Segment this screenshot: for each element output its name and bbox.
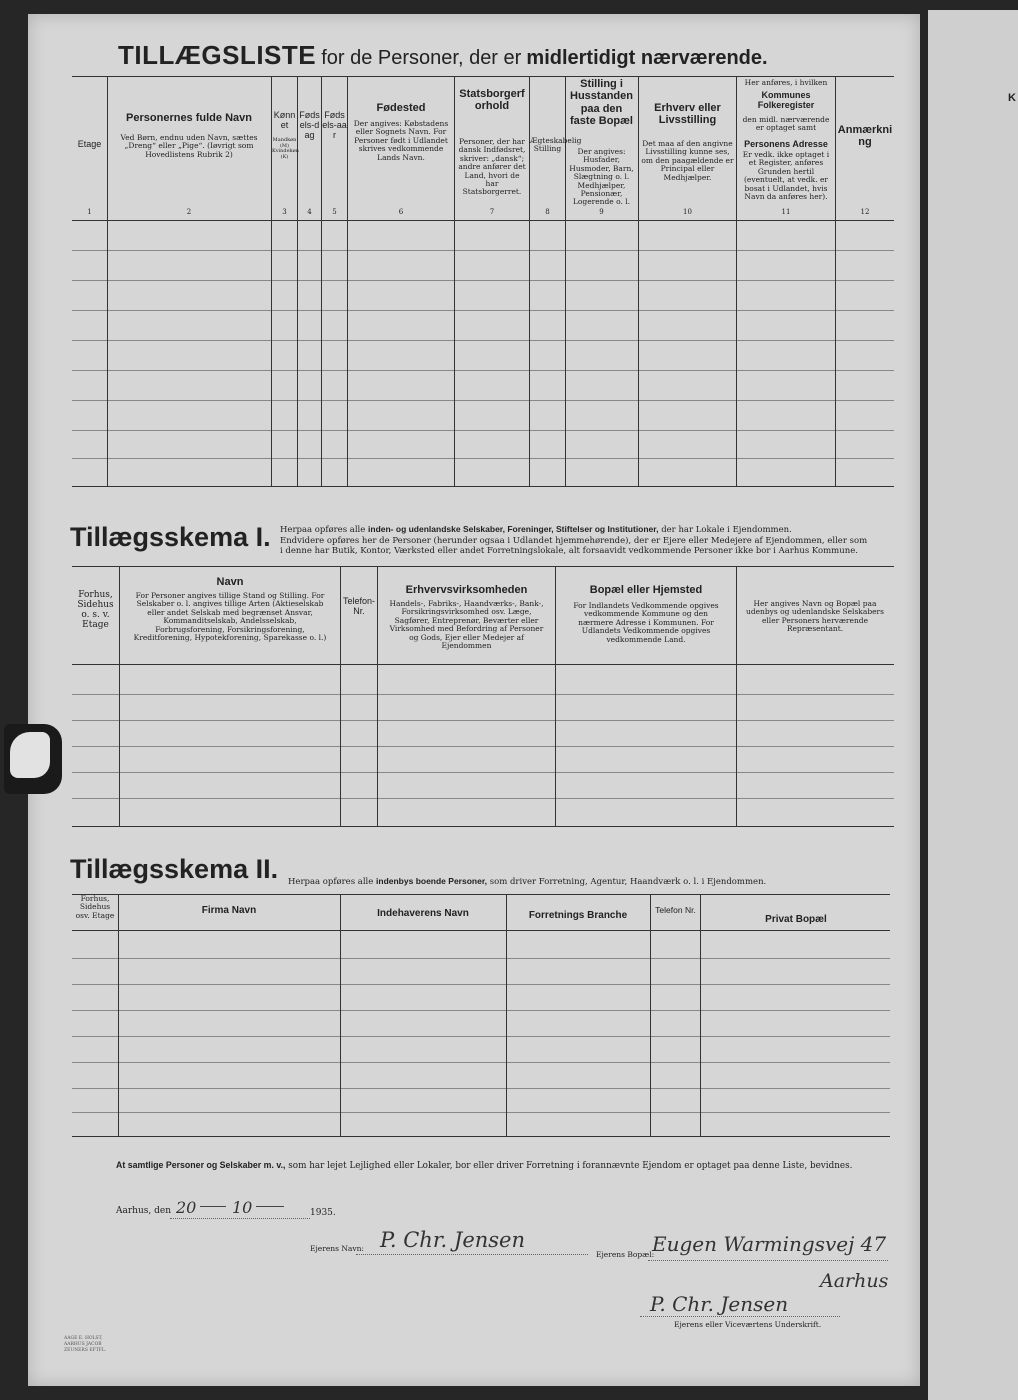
- row-line: [72, 430, 894, 431]
- footer-year: 1935.: [310, 1208, 336, 1218]
- skema1-col-residence-note: For Indlandets Vedkommende opgives vedkommende Kommune og den nærmere Adresse i Kommunen. For Udlandets Vedkommende opgives vedkommende Land.: [573, 601, 719, 644]
- col-number: 5: [332, 208, 337, 216]
- skema1-col-residence-heading: Bopæl eller Hjemsted: [589, 584, 703, 596]
- col-birthplace-note: Der angives: Købstadens eller Sognets Navn. For Personer født i Udlandet skrives vedkommende Lands Navn.: [353, 119, 449, 162]
- row-line: [72, 400, 894, 401]
- col-number: 2: [186, 208, 192, 216]
- table-line: [72, 894, 890, 895]
- owner-address-label: Ejerens Bopæl:: [596, 1250, 655, 1259]
- col-address-register-heading: Kommunes Folkeregister: [757, 90, 815, 111]
- table-line: [72, 826, 894, 827]
- column-line: [736, 566, 737, 826]
- row-line: [72, 720, 894, 721]
- owner-address-line: [648, 1260, 888, 1261]
- table-line: [72, 220, 894, 221]
- row-line: [72, 1010, 890, 1011]
- col-number: 4: [307, 208, 312, 216]
- col-number: 7: [489, 208, 495, 216]
- owner-address-handwritten-line1: Eugen Warmingsvej 47: [652, 1232, 887, 1256]
- tillaegsliste-title: TILLÆGSLISTE for de Personer, der er midlertidigt nærværende.: [118, 40, 768, 70]
- col-address-note: Er vedk. ikke optaget i et Register, anføres Grunden hertil (eventuelt, at vedk. er bosat i Udlandet, hvis Navn da anføres her).: [742, 150, 830, 201]
- table-line: [72, 566, 894, 567]
- skema2-col-phone-heading: Telefon Nr.: [655, 905, 696, 915]
- col-household-note: Der angives: Husfader, Husmoder, Barn, Slægtning o. l. Medhjælper, Pensionær, Logerende o. l.: [569, 147, 634, 207]
- skema2-col-etage-heading: Forhus, Sidehus osv. Etage: [75, 894, 115, 920]
- row-line: [72, 1088, 890, 1089]
- skema1-col-phone-heading: Telefon-Nr.: [342, 596, 376, 617]
- skema2-col-private-address-heading: Privat Bopæl: [765, 914, 827, 925]
- table-line: [72, 1136, 890, 1137]
- row-line: [72, 984, 890, 985]
- col-name-heading: Personernes fulde Navn: [126, 112, 252, 124]
- owner-address-handwritten-line2: Aarhus: [820, 1270, 889, 1292]
- skema1-description-line3: i denne har Butik, Kontor, Værksted eller andet Forretningslokale, alt forsaavidt vedkommende Personer ikke bor i Aarhus Kommune.: [280, 546, 858, 557]
- date-month-handwritten: 10: [232, 1198, 253, 1217]
- row-line: [72, 1036, 890, 1037]
- skema1-col-name-heading: Navn: [216, 576, 244, 588]
- column-line: [119, 566, 120, 826]
- printer-mark: AAGE E. HOLST, AARHUS JACOB ZEUNERS EFTFL.: [64, 1336, 107, 1353]
- col-household-heading: Stilling i Husstanden paa den faste Bopæl: [570, 78, 633, 127]
- col-number: 10: [683, 208, 692, 216]
- col-number: 3: [282, 208, 287, 216]
- row-line: [72, 798, 894, 799]
- skema2-col-branch-heading: Forretnings Branche: [528, 910, 628, 921]
- skema1-description-line2: Endvidere opføres her de Personer (herunder ogsaa i Udlandet hjemmehørende), der er Ejere eller Medejere af Ejendommen, eller som: [280, 535, 868, 546]
- column-line: [107, 76, 108, 486]
- column-line: [454, 76, 455, 486]
- skema2-description: Herpaa opføres alle indenbys boende Personer, som driver Forretning, Agentur, Haandværk o. l. i Ejendommen.: [288, 876, 767, 887]
- skema1-col-business-heading: Erhvervsvirksomheden: [405, 584, 528, 596]
- col-number: 6: [398, 208, 404, 216]
- col-citizenship-heading: Statsborgerforhold: [459, 88, 525, 113]
- owner-name-handwritten: P. Chr. Jensen: [380, 1228, 526, 1252]
- col-sex-heading: Kønnet: [273, 110, 296, 131]
- date-separator: [200, 1206, 226, 1207]
- col-etage-heading: Etage: [77, 139, 102, 149]
- adjacent-page-edge-letter: K: [1008, 92, 1016, 104]
- column-line: [347, 76, 348, 486]
- skema2-col-firm-heading: Firma Navn: [201, 905, 257, 916]
- column-line: [700, 894, 701, 1136]
- adjacent-page: [928, 10, 1018, 1400]
- row-line: [72, 958, 890, 959]
- signature-handwritten: P. Chr. Jensen: [650, 1292, 789, 1316]
- col-citizenship-note: Personer, der har dansk Indfødsret, skriver: „dansk“; andre anfører det Land, hvori de har Statsborgerret.: [458, 137, 526, 197]
- col-number: 8: [545, 208, 550, 216]
- col-address-note-top: Her anføres, i hvilken: [744, 78, 828, 87]
- table-line: [72, 486, 894, 487]
- skema1-col-name-note: For Personer angives tillige Stand og Stilling. For Selskaber o. l. angives tillige Arten (Aktieselskab eller andet Selskab med begrænset Ansvar, Kommanditselskab, Andelsselskab, Forbrugsforening, Forsikringsforening, Kreditforening, Hypotekforening, Sparekasse o. l.): [133, 591, 327, 642]
- row-line: [72, 458, 894, 459]
- row-line: [72, 1112, 890, 1113]
- skema1-col-business-note: Handels-, Fabriks-, Haandværks-, Bank-, Forsikringsvirksomhed osv. Læge, Sagfører, Entreprenør, Beværter eller Virksomhed med Befordring af Personer og Gods, Ejer eller Medejer af Ejendommen: [389, 599, 544, 650]
- skema2-col-owner-heading: Indehaverens Navn: [377, 908, 469, 919]
- skema1-col-representative-note: Her angives Navn og Bopæl paa udenbys og udenlandske Selskabers eller Personers herværende Repræsentant.: [745, 599, 884, 634]
- binder-clip-tab: [10, 732, 50, 778]
- footer-statement: At samtlige Personer og Selskaber m. v., som har lejet Lejlighed eller Lokaler, bor eller driver Forretning i forannævnte Ejendom er optaget paa denne Liste, bevidnes.: [116, 1160, 853, 1171]
- table-line: [72, 930, 890, 931]
- col-number: 11: [781, 208, 791, 216]
- col-number: 9: [599, 208, 604, 216]
- skema1-title: Tillægsskema I.: [70, 522, 271, 552]
- col-name-note: Ved Børn, endnu uden Navn, sættes „Dreng“ eller „Pige“. (Iøvrigt som Hovedlistens Rubrik 2): [120, 133, 258, 159]
- col-birthyear-heading: Fødsels-aar: [322, 110, 347, 141]
- row-line: [72, 694, 894, 695]
- date-separator: [256, 1206, 284, 1207]
- row-line: [72, 340, 894, 341]
- row-line: [72, 310, 894, 311]
- col-occupation-heading: Erhverv eller Livsstilling: [654, 102, 721, 127]
- column-line: [638, 76, 639, 486]
- row-line: [72, 746, 894, 747]
- column-line: [377, 566, 378, 826]
- col-sex-note: Mandkøn (M) Kvindekøn (K): [272, 137, 299, 160]
- col-address-heading: Personens Adresse: [744, 139, 828, 149]
- owner-name-line: [356, 1254, 588, 1255]
- column-line: [555, 566, 556, 826]
- date-dotted-line: [170, 1218, 310, 1219]
- row-line: [72, 250, 894, 251]
- col-remarks-heading: Anmærkning: [837, 124, 893, 149]
- col-number: 1: [87, 208, 92, 216]
- owner-name-label: Ejerens Navn:: [310, 1244, 364, 1253]
- skema1-col-etage-heading: Forhus, Sidehus o. s. v. Etage: [77, 590, 114, 631]
- row-line: [72, 280, 894, 281]
- column-line: [340, 894, 341, 1136]
- col-marital-status-heading: Ægteskabelig Stilling: [530, 136, 582, 154]
- table-line: [72, 664, 894, 665]
- column-line: [736, 76, 737, 486]
- table-line: [72, 76, 894, 77]
- row-line: [72, 772, 894, 773]
- col-address-note-mid: den midl. nærværende er optaget samt: [742, 115, 830, 133]
- col-birthplace-heading: Fødested: [376, 102, 426, 114]
- column-line: [650, 894, 651, 1136]
- signature-label: Ejerens eller Viceværtens Underskrift.: [674, 1320, 822, 1329]
- date-day-handwritten: 20: [176, 1198, 197, 1217]
- skema1-description: [280, 524, 900, 557]
- row-line: [72, 1062, 890, 1063]
- col-birthday-heading: Fødsels-dag: [299, 110, 320, 141]
- row-line: [72, 370, 894, 371]
- column-line: [118, 894, 119, 1136]
- signature-line: [640, 1316, 840, 1317]
- footer-city-label: Aarhus, den: [116, 1206, 171, 1216]
- column-line: [506, 894, 507, 1136]
- skema1-description-line1: Herpaa opføres alle inden- og udenlandske Selskaber, Foreninger, Stiftelser og Institutioner, der har Lokale i Ejendommen.: [280, 524, 792, 535]
- col-occupation-note: Det maa af den angivne Livsstilling kunne ses, om den paagældende er Principal eller Medhjælper.: [641, 139, 734, 182]
- col-number: 12: [860, 208, 870, 216]
- skema2-title: Tillægsskema II.: [70, 854, 279, 884]
